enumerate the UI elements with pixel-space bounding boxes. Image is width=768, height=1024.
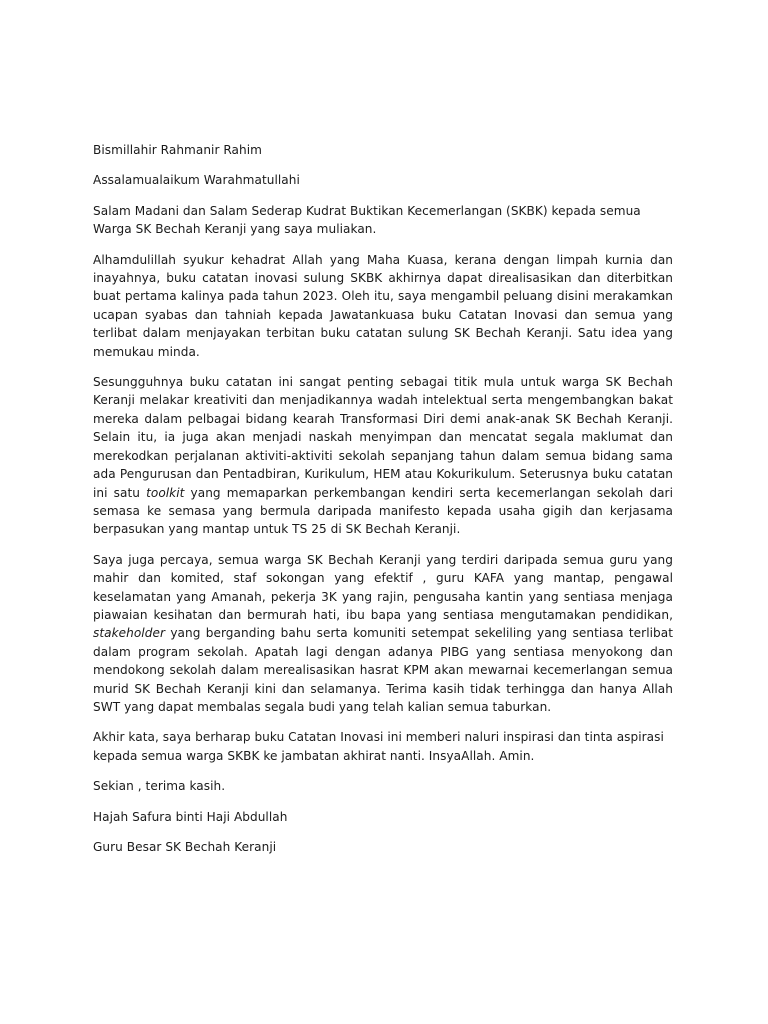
greeting-line: Assalamualaikum Warahmatullahi xyxy=(93,173,300,188)
letter-page xyxy=(93,141,673,868)
paragraph-closing-wish: Akhir kata, saya berharap buku Catatan Inovasi ini memberi naluri inspirasi dan tinta aspirasi kepada semua warga SKBK ke jambatan akhirat nanti. InsyaAllah. Amin. xyxy=(93,730,664,763)
paragraph-purpose-text: Sesungguhnya buku catatan ini sangat penting sebagai titik mula untuk warga SK Bechah Keranji melakar kreativiti dan menjadikannya wadah intelektual serta mengembangkan bakat mereka dalam pelbagai bidang kearah Transformasi Diri demi anak-anak SK Bechah Keranji. Selain itu, ia juga akan menjadi naskah menyimpan dan mencatat segala maklumat dan merekodkan perjalanan aktiviti-aktiviti sekolah sepanjang tahun dalam semua bidang sama ada Pengurusan dan Pentadbiran, Kurikulum, HEM atau Kokurikulum. Seterusnya buku catatan ini satu xyxy=(93,375,673,500)
paragraph-salutation: Salam Madani dan Salam Sederap Kudrat Buktikan Kecemerlangan (SKBK) kepada semua Warga SK Bechah Keranji yang saya muliakan. xyxy=(93,203,641,237)
paragraph-appreciation-text: Saya juga percaya, semua warga SK Bechah Keranji yang terdiri daripada semua guru yang mahir dan komited, staf sokongan yang efektif , guru KAFA yang mantap, pengawal keselamatan yang Amanah, pekerja 3K yang rajin, pengusaha kantin yang sentiasa menjaga piawaian kesihatan dan bermurah hati, ibu bapa yang sentiasa mengutamakan pendidikan, xyxy=(93,552,673,622)
paragraph-purpose-text-end: yang memaparkan perkembangan kendiri serta kecemerlangan sekolah dari semasa ke semasa yang bermula daripada manifesto kepada usaha gigih dan kerjasama berpasukan yang mantap untuk TS 25 di SK Bechah Keranji. xyxy=(93,485,673,537)
paragraph-purpose xyxy=(93,373,673,539)
paragraph-gratitude: Alhamdulillah syukur kehadrat Allah yang Maha Kuasa, kerana dengan limpah kurnia dan inayahnya, buku catatan inovasi sulung SKBK akhirnya dapat direalisasikan dan diterbitkan buat pertama kalinya pada tahun 2023. Oleh itu, saya mengambil peluang disini merakamkan ucapan syabas dan tahniah kepada Jawatankuasa buku Catatan Inovasi dan semua yang terlibat dalam menjayakan terbitan buku catatan sulung SK Bechah Keranji. Satu idea yang memukau minda. xyxy=(93,252,673,359)
closing-line: Sekian , terima kasih. xyxy=(93,779,226,794)
toolkit-term: toolkit xyxy=(146,485,185,500)
paragraph-appreciation xyxy=(93,551,673,717)
stakeholder-term: stakeholder xyxy=(93,626,165,641)
paragraph-appreciation-text-end: yang berganding bahu serta komuniti setempat sekeliling yang sentiasa terlibat dalam program sekolah. Apatah lagi dengan adanya PIBG yang sentiasa menyokong dan mendokong sekolah dalam merealisasikan hasrat KPM akan mewarnai kecemerlangan semua murid SK Bechah Keranji kini dan selamanya. Terima kasih tidak terhingga dan hanya Allah SWT yang dapat membalas segala budi yang telah kalian semua taburkan. xyxy=(93,626,673,714)
opening-line: Bismillahir Rahmanir Rahim xyxy=(93,143,262,157)
signatory-title: Guru Besar SK Bechah Keranji xyxy=(93,840,277,854)
signatory-name: Hajah Safura binti Haji Abdullah xyxy=(93,809,288,824)
